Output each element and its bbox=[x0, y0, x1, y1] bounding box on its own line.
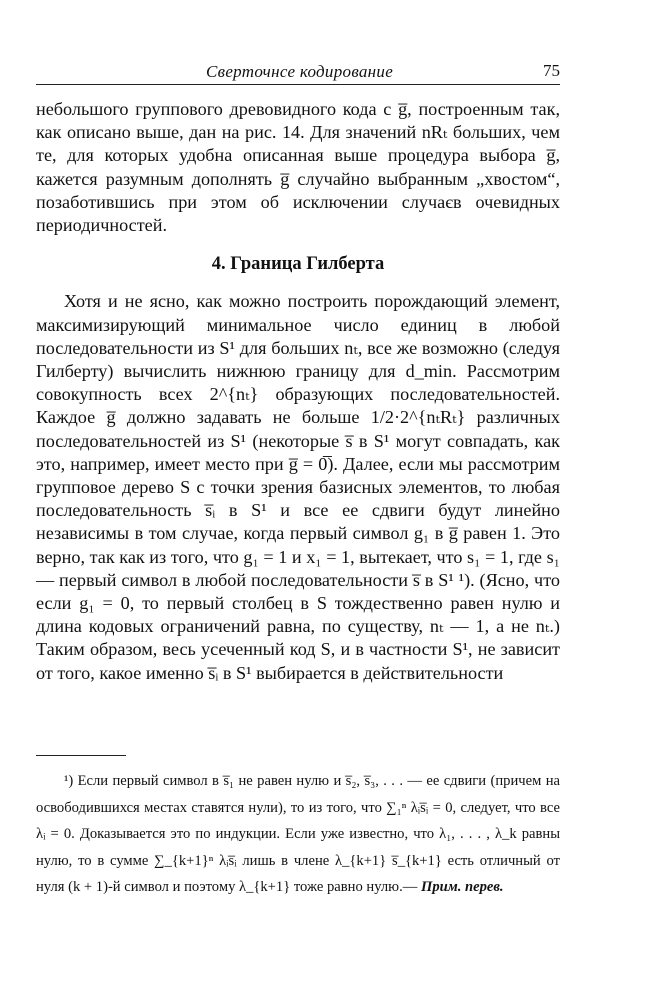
footnote-text: ¹) Если первый символ в s̅₁ не равен нулю и s̅₂, s̅₃, . . . — ее сдвиги (причем на освободившихся местах ставятся нули), то из того, что ∑₁ⁿ λᵢs̅ᵢ = 0, следует, что все λᵢ = 0. Доказывается это по индукции. Если уже известно, что λ₁, . . . , λ_k равны нулю, то в сумме ∑_{k+1}ⁿ λᵢs̅ᵢ лишь в члене λ_{k+1} s̅_{k+1} есть отличный от нуля (k + 1)-й символ и поэтому λ_{k+1} тоже равно нулю.— bbox=[36, 773, 560, 896]
paragraph-gilbert-bound: Хотя и не ясно, как можно построить порождающий элемент, максимизирующий минимальное число единиц в любой последовательности из S¹ для больших nₜ, все же возможно (следуя Гилберту) вычислить нижнюю границу для d_min. Рассмотрим совокупность всех 2^{nₜ} образующих последовательностей. Каждое g̅ должно задавать не больше 1/2·2^{nₜRₜ} различных последовательностей из S¹ (некоторые s̅ в S¹ могут совпадать, как это, например, имеет место при g̅ = 0̅). Далее, если мы рассмотрим групповое дерево S с точки зрения базисных элементов, то любая последовательность s̅ᵢ в S¹ и все ее сдвиги будут линейно независимы в том случае, когда первый символ g₁ в g̅ равен 1. Это верно, так как из того, что g₁ = 1 и x₁ = 1, вытекает, что s₁ = 1, где s₁ — первый символ в любой последовательности s̅ в S¹ ¹). (Ясно, что если g₁ = 0, то первый столбец в S тождественно равен нулю и длина кодовых ограничений равна, по существу, nₜ — 1, а не nₜ.) Таким образом, весь усеченный код S, и в частности S¹, не зависит от того, какое именно s̅ᵢ в S¹ выбирается в действительности bbox=[36, 291, 560, 683]
paragraph-continuation: небольшого группового древовидного кода с g̅, построенным так, как описано выше, дан на рис. 14. Для значений nRₜ больших, чем те, для которых удобна описанная выше процедура выбора g̅, кажется разумным дополнять g̅ случайно выбранным „хвостом“, позаботившись при этом об исключении случаєв очевидных периодичностей. bbox=[36, 99, 560, 236]
page-number: 75 bbox=[543, 61, 560, 80]
translator-note: Прим. перев. bbox=[420, 879, 504, 896]
footnotes bbox=[36, 768, 560, 901]
footnote-1 bbox=[36, 768, 560, 901]
running-title: Сверточнсе кодирование bbox=[206, 62, 394, 81]
main-text bbox=[36, 98, 560, 685]
footnote-divider bbox=[36, 755, 126, 756]
section-heading: 4. Граница Гилберта bbox=[211, 254, 385, 275]
page-header bbox=[36, 58, 560, 85]
